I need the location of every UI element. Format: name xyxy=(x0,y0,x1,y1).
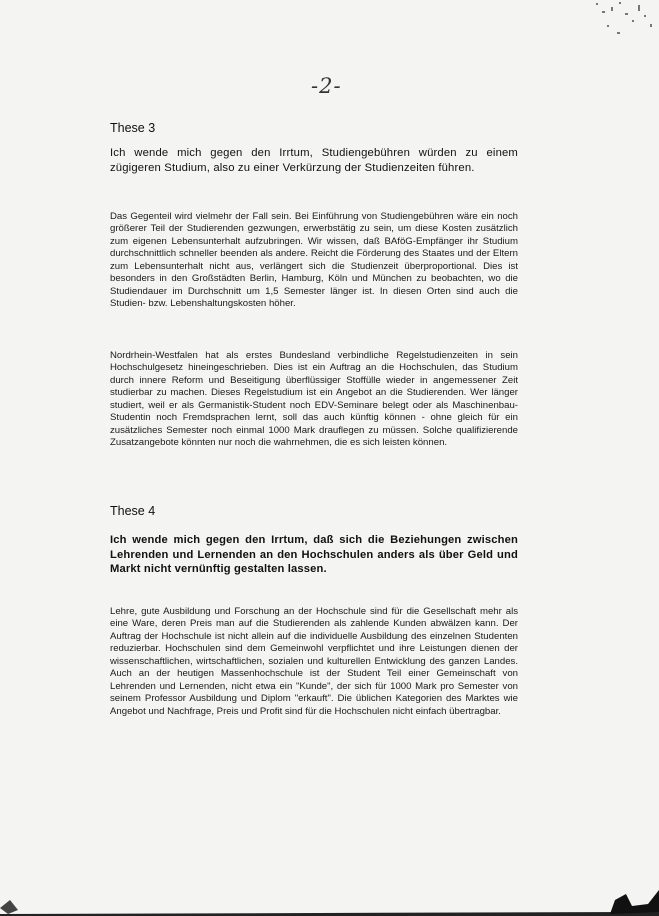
scan-smudge-top-right xyxy=(589,0,659,42)
these-4-thesis: Ich wende mich gegen den Irrtum, daß sich die Beziehungen zwischen Lehrenden und Lernenden an den Hochschulen anders als über Geld und Markt nicht vernünftig gestalten lassen. xyxy=(110,534,518,576)
these-4-heading: These 4 xyxy=(110,504,156,518)
scan-edge-bottom xyxy=(0,870,659,916)
these-4-paragraph-1: Lehre, gute Ausbildung und Forschung an der Hochschule sind für die Gesellschaft mehr als eine Ware, deren Preis man auf die Studierenden als zahlende Kunden abwälzen kann. Der Auftrag der Hochschule ist nicht allein auf die individuelle Ausbildung des einzelnen Studenten reduzierbar. Hochschulen sind dem Gemeinwohl verpflichtet und ihre Leistungen dienen der wissenschaftlichen, wirtschaftlichen, sozialen und kulturellen Entwicklung des ganzen Landes. Auch an der heutigen Massenhochschule ist der Student Teil einer Gemeinschaft von Lehrenden und Lernenden, nicht etwa ein "Kunde", der sich für 1000 Mark pro Semester von seinem Professor Ausbildung und Diplom "erkauft". Die üblichen Kategorien des Marktes wie Angebot und Nachfrage, Preis und Profit sind für die Hochschulen nicht einfach übertragbar. xyxy=(110,606,518,717)
these-3-paragraph-1: Das Gegenteil wird vielmehr der Fall sein. Bei Einführung von Studiengebühren wäre ein noch größerer Teil der Studierenden gezwungen, erwerbstätig zu sein, um diese Kosten zusätzlich zum eigenen Lebensunterhalt aufzubringen. Wir wissen, daß BAföG-Empfänger ihr Studium durchschnittlich schneller beenden als andere. Reicht die Förderung des Staates und der Eltern zum Lebensunterhalt nicht aus, verlängert sich die Studienzeit überproportional. Dies ist besonders in den Großstädten Berlin, Hamburg, Köln und München zu beobachten, wo die Studiendauer im Durchschnitt um 1,5 Semester länger ist. In diesen Orten sind auch die Studien- bzw. Lebenshaltungskosten höher. xyxy=(110,211,518,310)
these-3-heading: These 3 xyxy=(110,121,156,135)
these-3-thesis: Ich wende mich gegen den Irrtum, Studiengebühren würden zu einem zügigeren Studium, also zu einer Verkürzung der Studienzeiten führen. xyxy=(110,147,518,174)
these-3-paragraph-2: Nordrhein-Westfalen hat als erstes Bundesland verbindliche Regelstudienzeiten in sein Hochschulgesetz hineingeschrieben. Dies ist ein Auftrag an die Hochschulen, das Studium durch innere Reform und Beseitigung überflüssiger Stoffülle wieder in angemessener Zeit studierbar zu machen. Dieses Regelstudium ist ein Angebot an die Studierenden. Wer länger studiert, weil er als Germanistik-Student noch EDV-Seminare belegt oder als Maschinenbau-Studentin noch Fremdsprachen lernt, soll das auch künftig können - ohne gleich für ein zusätzliches Semester noch einmal 1000 Mark drauflegen zu müssen. Solche qualifizierende Zusatzangebote könnten nur noch die wahrnehmen, die es sich leisten können. xyxy=(110,350,518,449)
page-number: -2- xyxy=(311,74,342,98)
